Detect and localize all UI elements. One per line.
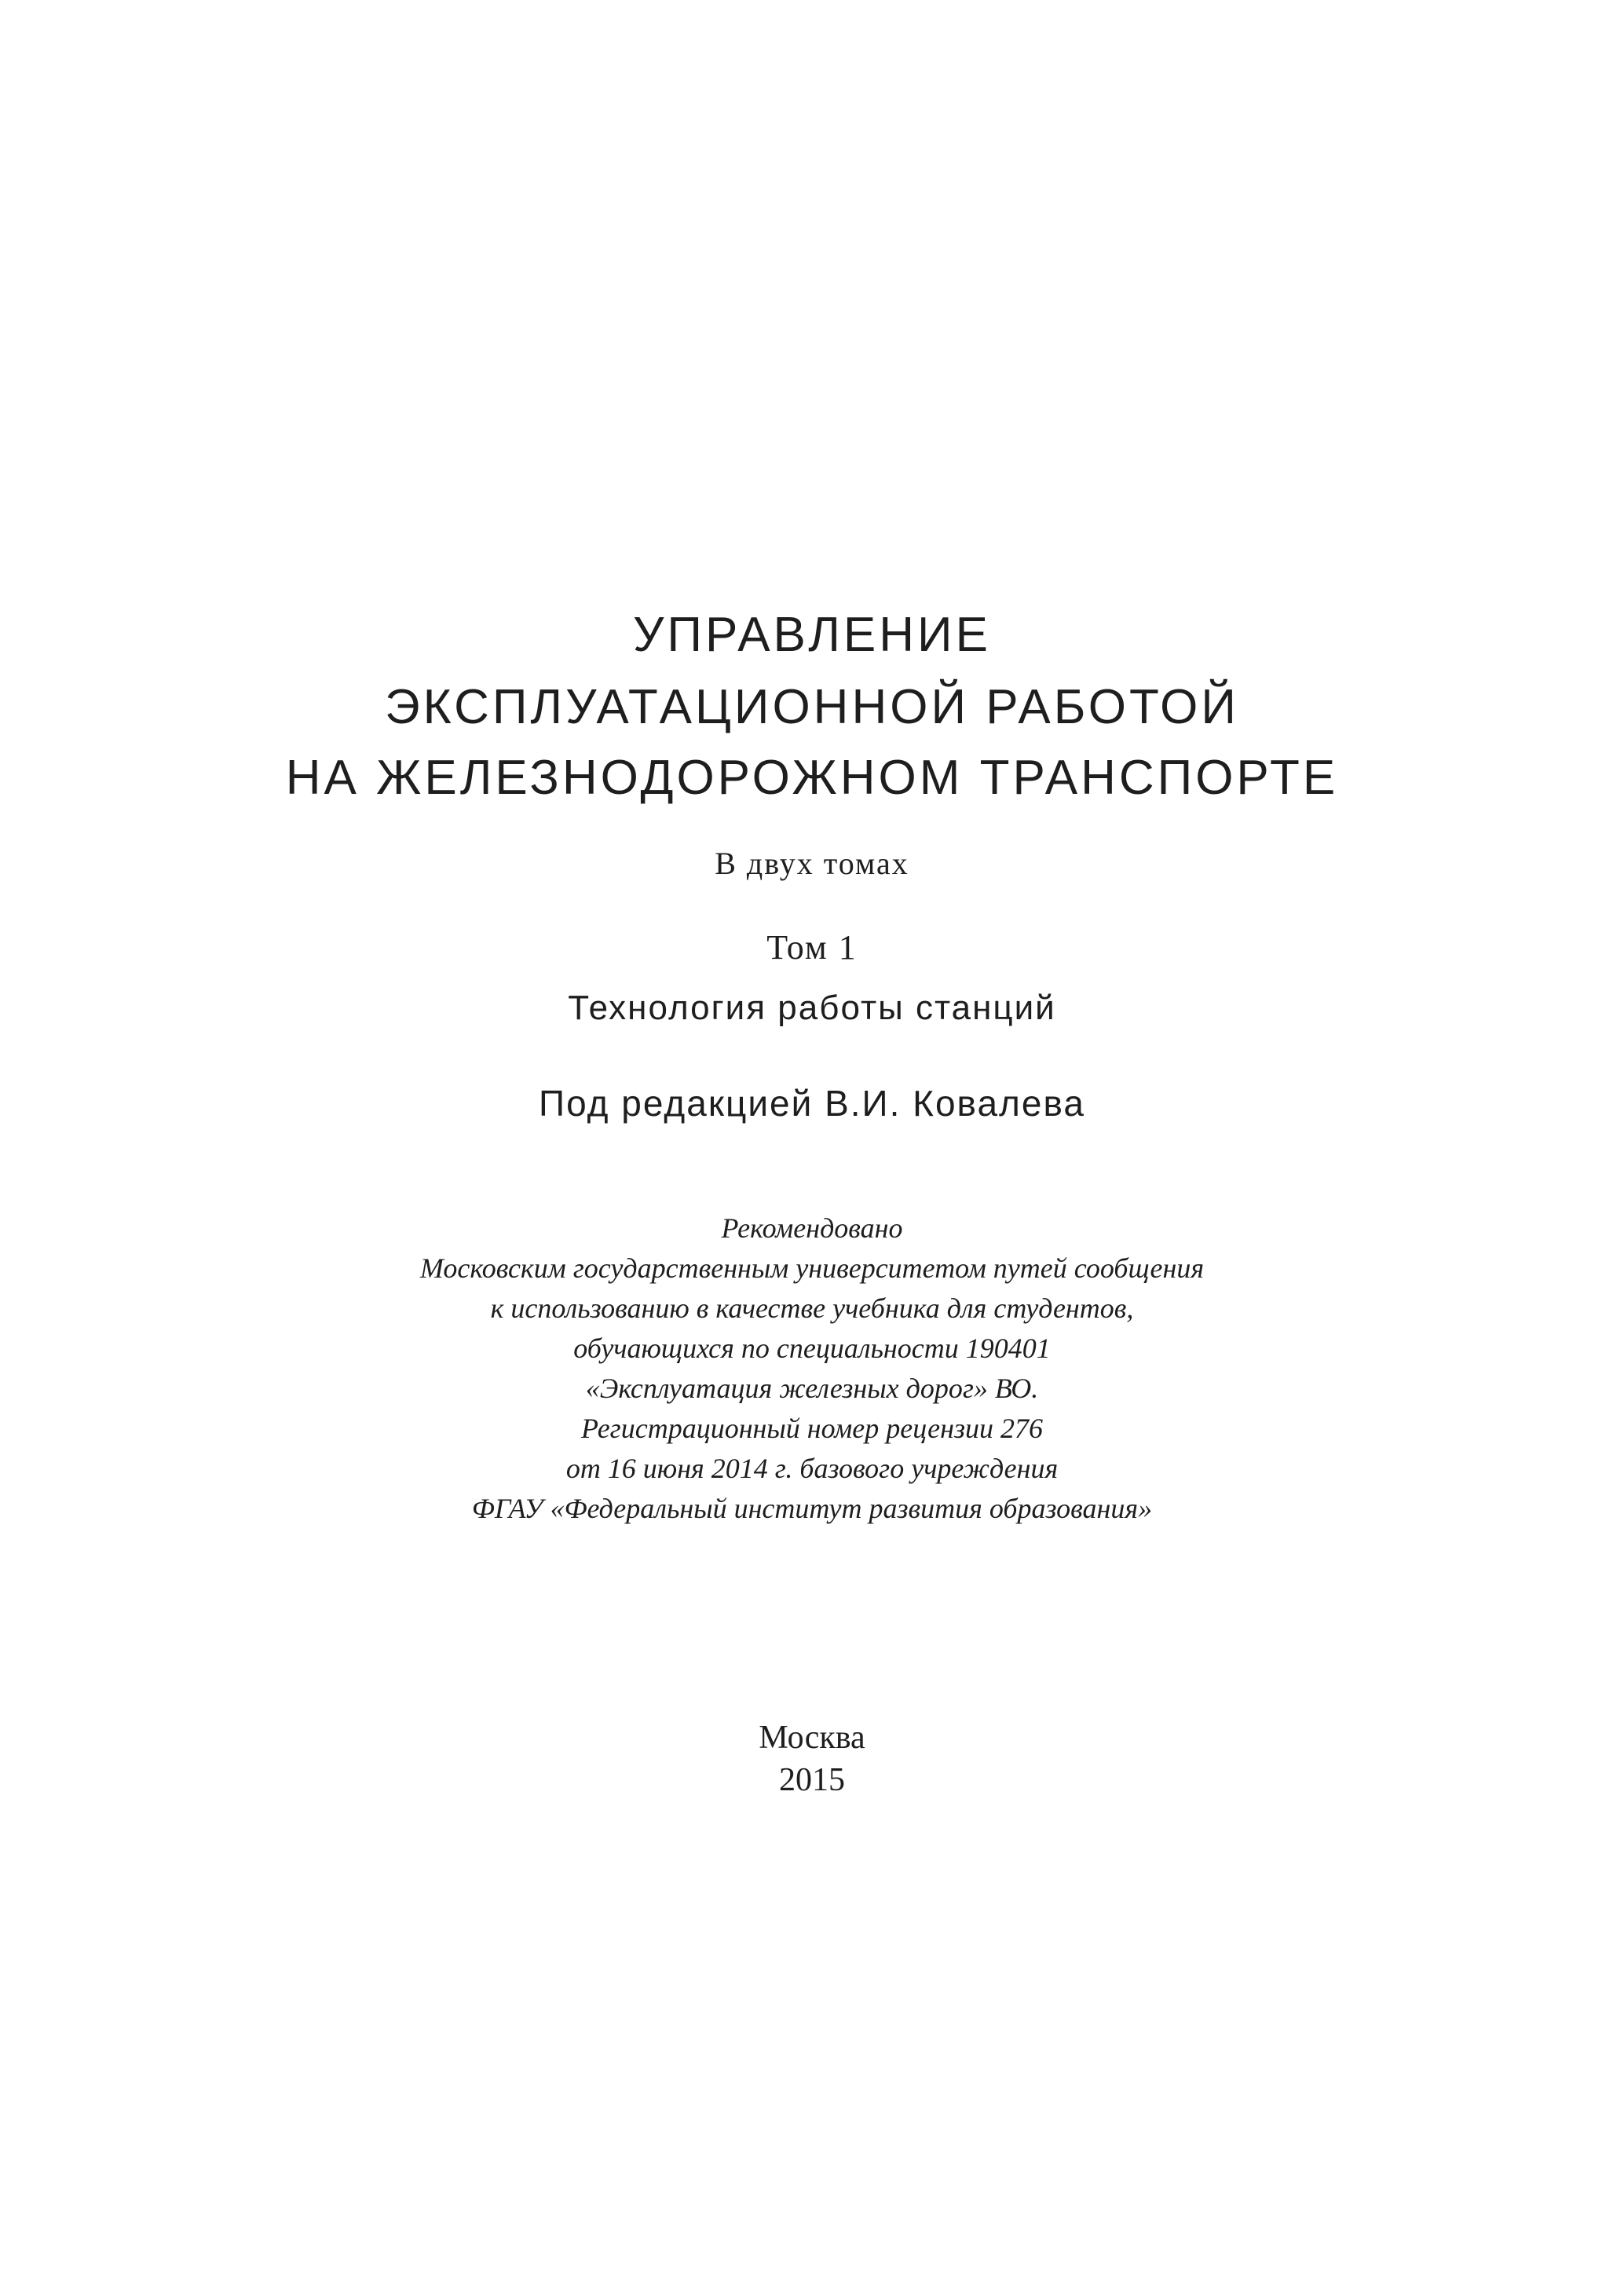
recommendation-line: от 16 июня 2014 г. базового учреждения [565, 1453, 1059, 1484]
imprint-city: Москва [759, 1720, 865, 1756]
imprint-year: 2015 [779, 1762, 845, 1798]
recommendation-line: Рекомендовано [721, 1212, 903, 1244]
recommendation-line: Московским государственным университетом путей сообщения [419, 1252, 1205, 1284]
volume-subtitle: Технология работы станций [568, 989, 1056, 1027]
recommendation-line: обучающихся по специальности 190401 [573, 1333, 1051, 1364]
title-line-2: ЭКСПЛУАТАЦИОННОЙ РАБОТОЙ [385, 680, 1239, 734]
volume-number: Том 1 [766, 928, 858, 967]
title-line-1: УПРАВЛЕНИЕ [633, 608, 991, 662]
recommendation-line: ФГАУ «Федеральный институт развития образования» [471, 1493, 1153, 1524]
volumes-note: В двух томах [715, 846, 909, 881]
recommendation-line: «Эксплуатация железных дорог» ВО. [585, 1373, 1039, 1404]
recommendation-line: Регистрационный номер рецензии 276 [581, 1413, 1043, 1444]
title-line-3: НА ЖЕЛЕЗНОДОРОЖНОМ ТРАНСПОРТЕ [285, 751, 1339, 805]
recommendation-line: к использованию в качестве учебника для студентов, [490, 1292, 1134, 1324]
editor-line: Под редакцией В.И. Ковалева [539, 1083, 1085, 1124]
